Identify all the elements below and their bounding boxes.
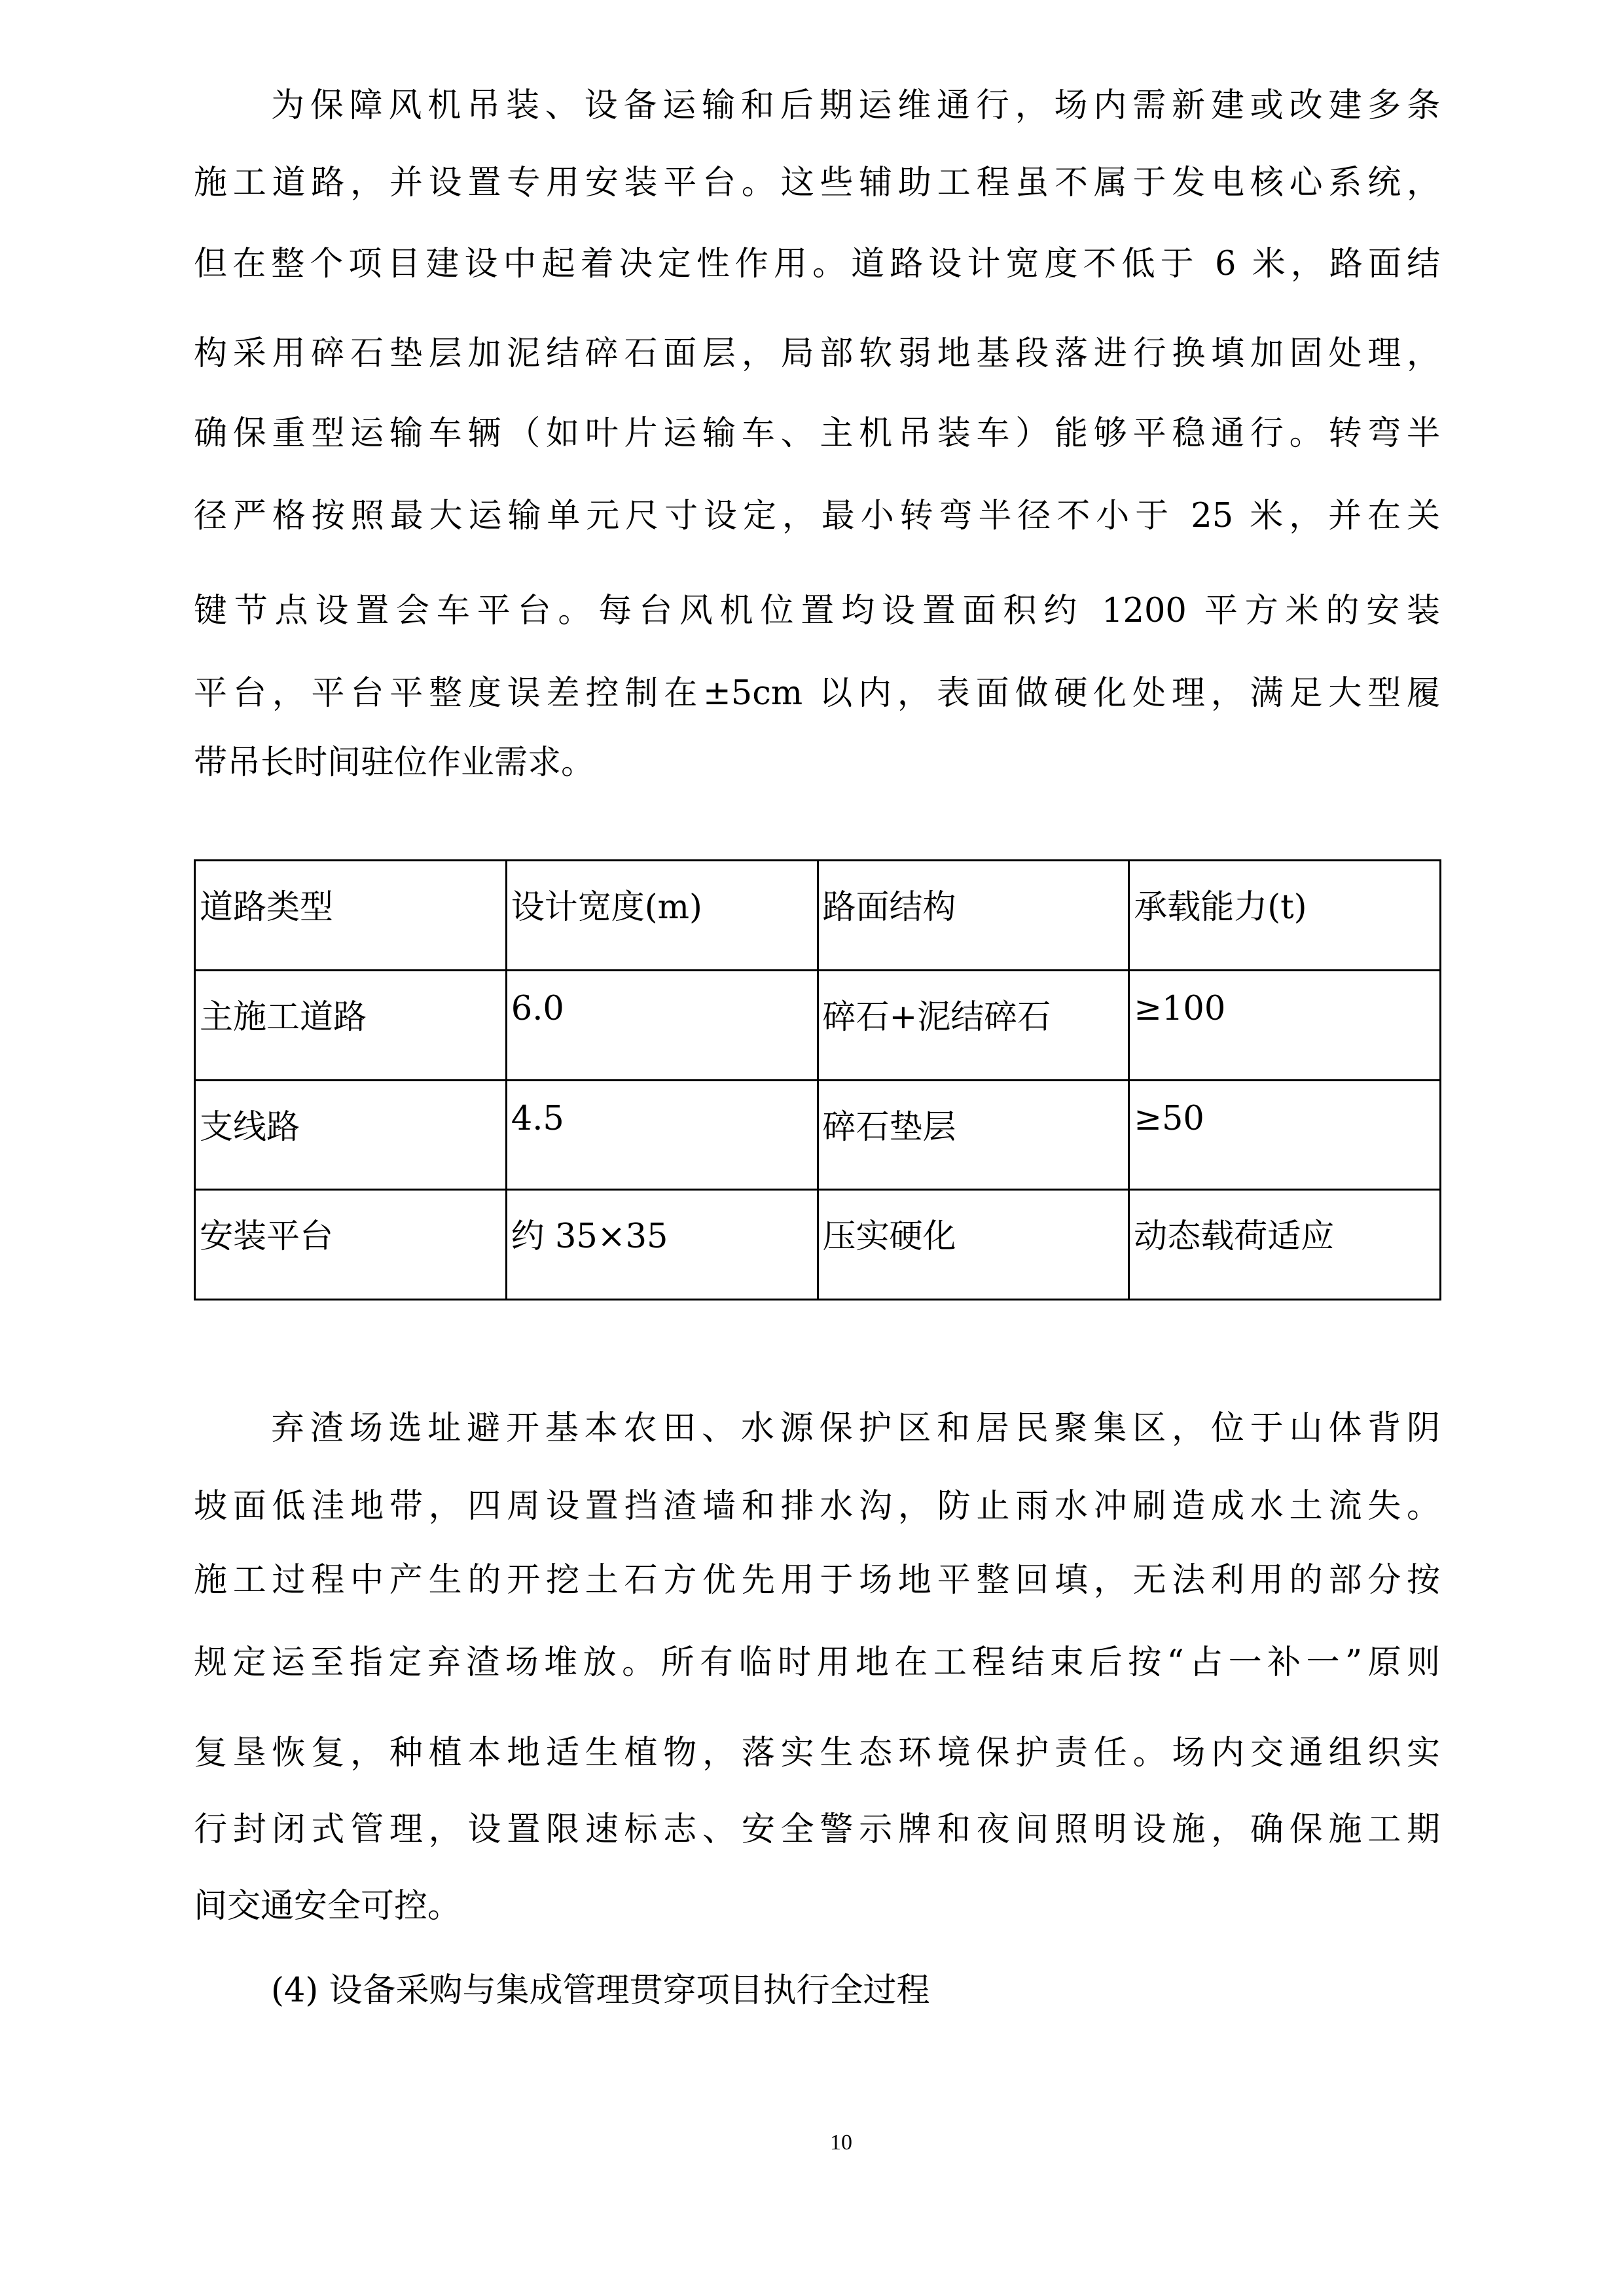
text-line: 规定运至指定弃渣场堆放。所有临时用地在工程结束后按“占一补一”原则 [194, 1643, 1440, 1682]
road-table [194, 859, 1441, 1300]
table-cell: 压实硬化 [818, 1190, 1129, 1300]
table-cell: ≥50 [1129, 1080, 1441, 1190]
table-cell: ≥100 [1129, 970, 1441, 1080]
table-cell: 支线路 [195, 1080, 507, 1190]
text-line: 键节点设置会车平台。每台风机位置均设置面积约 1200 平方米的安装 [194, 592, 1440, 630]
text-line: 施工过程中产生的开挖土石方优先用于场地平整回填，无法利用的部分按 [194, 1561, 1440, 1600]
section-heading: (4) 设备采购与集成管理贯穿项目执行全过程 [271, 1971, 930, 2010]
text-line: 复垦恢复，种植本地适生植物，落实生态环境保护责任。场内交通组织实 [194, 1734, 1440, 1772]
table-cell: 6.0 [506, 970, 818, 1080]
table-row [195, 1190, 1441, 1300]
text-line: 施工道路，并设置专用安装平台。这些辅助工程虽不属于发电核心系统， [194, 164, 1440, 202]
page-number: 10 [830, 2130, 852, 2155]
text-line: 确保重型运输车辆（如叶片运输车、主机吊装车）能够平稳通行。转弯半 [194, 414, 1440, 453]
text-line: 但在整个项目建设中起着决定性作用。道路设计宽度不低于 6 米，路面结 [194, 245, 1440, 283]
table-row [195, 1080, 1441, 1190]
text-line: 坡面低洼地带，四周设置挡渣墙和排水沟，防止雨水冲刷造成水土流失。 [194, 1487, 1440, 1526]
table-cell: 动态载荷适应 [1129, 1190, 1441, 1300]
header-cell: 路面结构 [818, 861, 1129, 971]
text-line: 带吊长时间驻位作业需求。 [194, 744, 595, 782]
text-line: 为保障风机吊装、设备运输和后期运维通行，场内需新建或改建多条 [271, 86, 1440, 125]
header-cell: 承载能力(t) [1129, 861, 1441, 971]
table-cell: 4.5 [506, 1080, 818, 1190]
table-cell: 安装平台 [195, 1190, 507, 1300]
table-cell: 主施工道路 [195, 970, 507, 1080]
text-line: 构采用碎石垫层加泥结碎石面层，局部软弱地基段落进行换填加固处理， [194, 334, 1440, 373]
text-line: 行封闭式管理，设置限速标志、安全警示牌和夜间照明设施，确保施工期 [194, 1810, 1440, 1849]
text-line: 弃渣场选址避开基本农田、水源保护区和居民聚集区，位于山体背阴 [271, 1409, 1440, 1448]
table-cell: 碎石+泥结碎石 [818, 970, 1129, 1080]
text-line: 径严格按照最大运输单元尺寸设定，最小转弯半径不小于 25 米，并在关 [194, 497, 1440, 535]
table-header-row [195, 861, 1441, 971]
table-cell: 碎石垫层 [818, 1080, 1129, 1190]
table-row [195, 970, 1441, 1080]
text-line: 平台，平台平整度误差控制在±5cm 以内，表面做硬化处理，满足大型履 [194, 674, 1440, 713]
header-cell: 道路类型 [195, 861, 507, 971]
text-line: 间交通安全可控。 [194, 1887, 461, 1926]
table-cell: 约 35×35 [506, 1190, 818, 1300]
header-cell: 设计宽度(m) [506, 861, 818, 971]
